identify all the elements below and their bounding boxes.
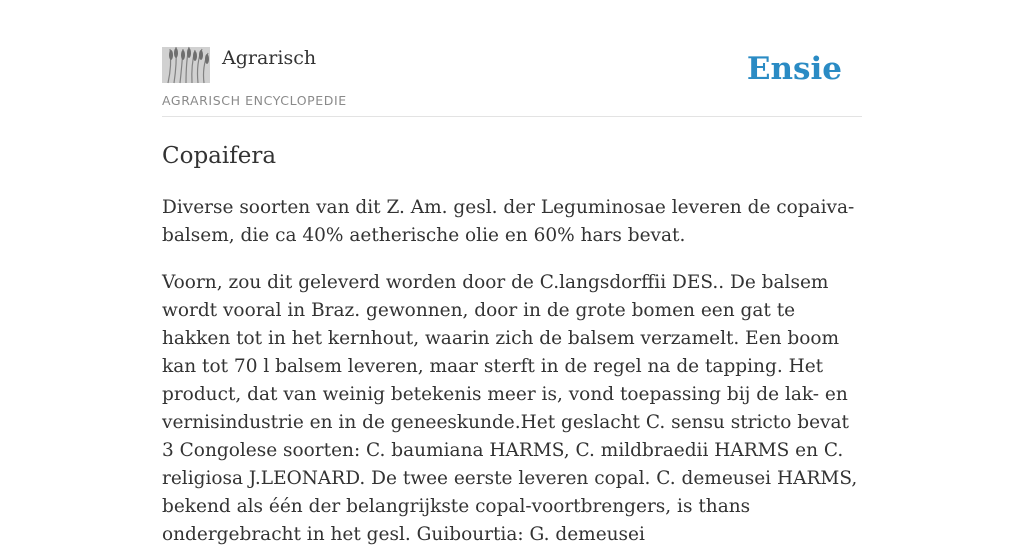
wheat-image-icon (162, 47, 210, 83)
article-title: Copaifera (162, 143, 277, 169)
header (162, 0, 862, 117)
source-avatar[interactable] (162, 47, 210, 83)
article-paragraph: Diverse soorten van dit Z. Am. gesl. der Leguminosae leveren de copaiva-balsem, die ca 40% aetherische olie en 60% hars bevat. (162, 197, 855, 246)
source-subtitle: AGRARISCH ENCYCLOPEDIE (162, 93, 347, 108)
source-name[interactable]: Agrarisch (222, 47, 317, 69)
content-container (162, 0, 862, 549)
article-paragraph: Voorn, zou dit geleverd worden door de C.langsdorffii DES.. De balsem wordt vooral in Braz. gewonnen, door in de grote bomen een gat te hakken tot in het kernhout, waarin zich de balsem verzamelt. Een boom kan tot 70 l balsem leveren, maar sterft in de regel na de tapping. Het product, dat van weinig betekenis meer is, vond toepassing bij de lak- en vernisindustrie en in de geneeskunde.Het geslacht C. sensu stricto bevat 3 Congolese soorten: C. baumiana HARMS, C. mildbraedii HARMS en C. religiosa J.LEONARD. De twee eerste leveren copal. C. demeusei HARMS, bekend als één der belangrijkste copal-voortbrengers, is thans ondergebracht in het gesl. Guibourtia: G. demeusei (162, 272, 858, 545)
brand-logo[interactable]: Ensie (746, 51, 842, 87)
